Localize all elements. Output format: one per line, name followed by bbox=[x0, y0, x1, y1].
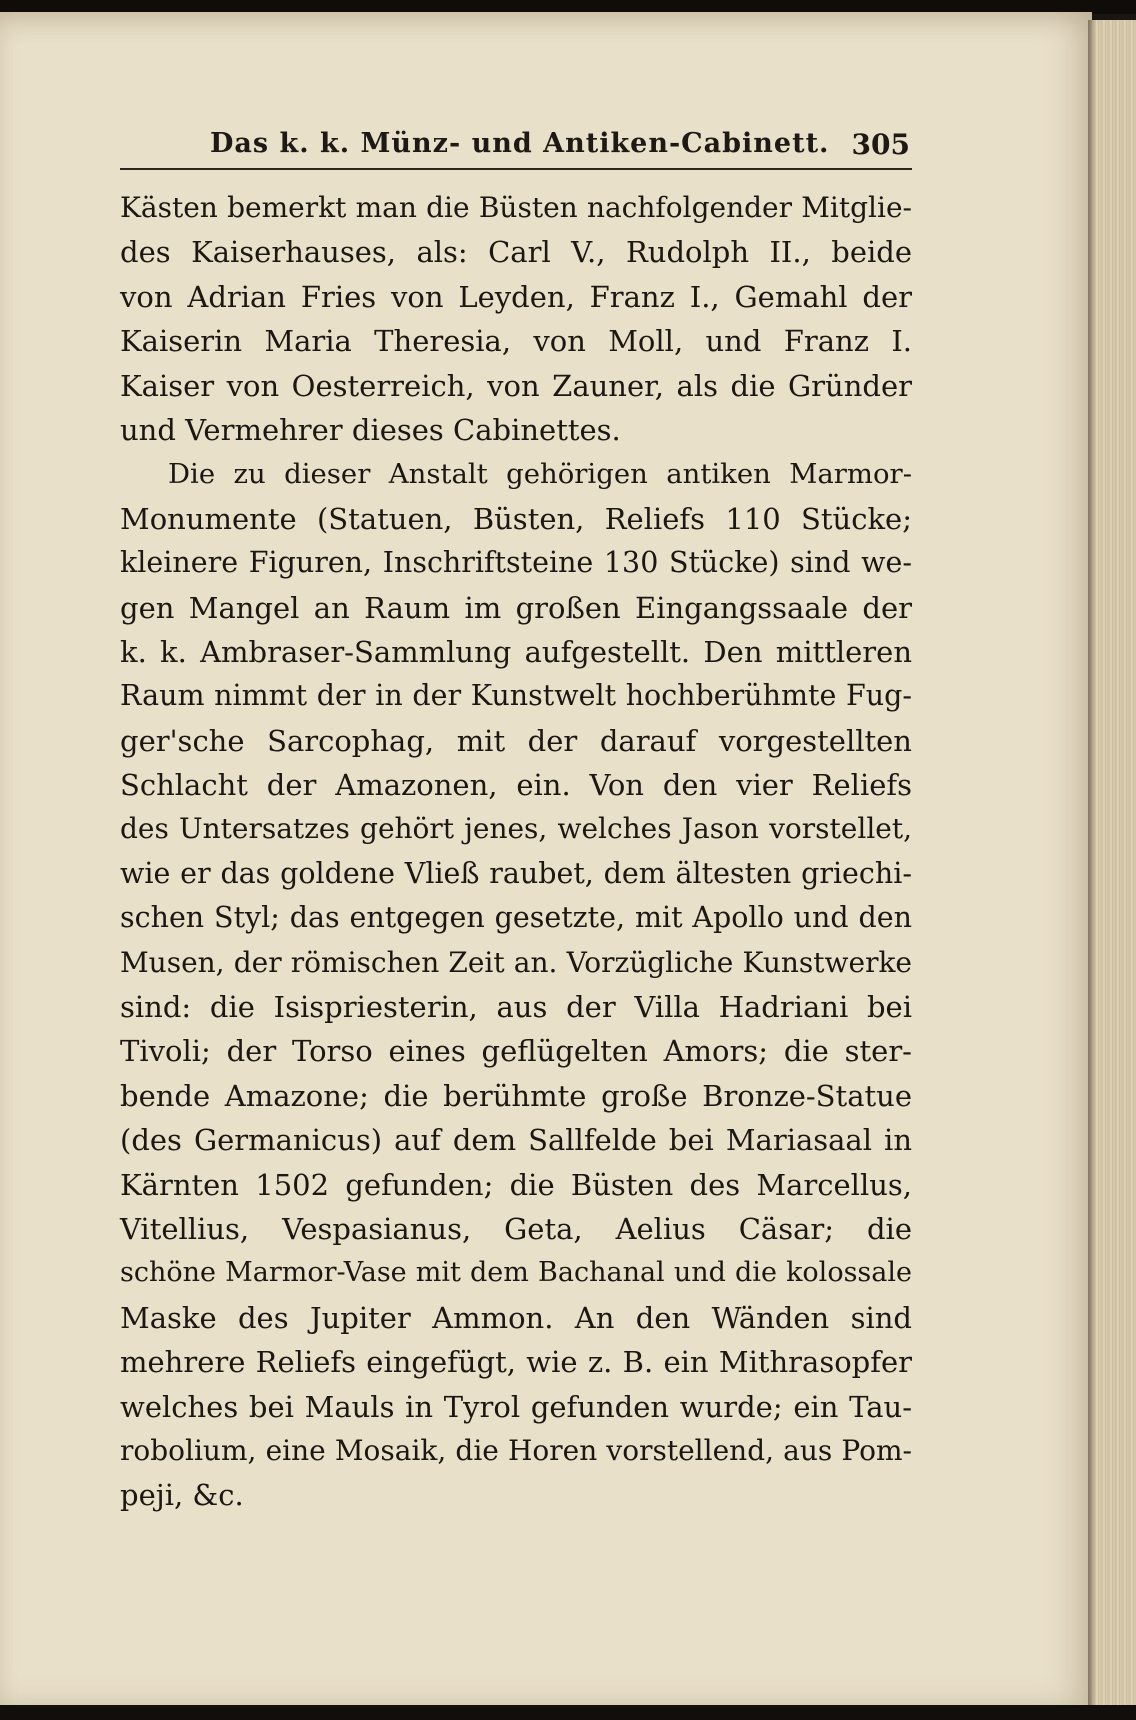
text-line: von Adrian Fries von Leyden, Franz I., Gemahl der bbox=[120, 279, 912, 314]
text-line: des Kaiserhauses, als: Carl V., Rudolph II., beide bbox=[120, 235, 912, 270]
running-title: Das k. k. Münz- und Antiken-Cabinett. bbox=[210, 128, 830, 159]
text-line: Monumente (Statuen, Büsten, Reliefs 110 Stücke; bbox=[120, 501, 912, 536]
text-line: bende Amazone; die berühmte große Bronze-Statue bbox=[120, 1078, 912, 1113]
text-line: Tivoli; der Torso eines geflügelten Amors; die ster- bbox=[120, 1034, 912, 1069]
text-line: k. k. Ambraser-Sammlung aufgestellt. Den mittleren bbox=[120, 634, 912, 669]
text-line: und Vermehrer dieses Cabinettes. bbox=[120, 412, 621, 447]
text-line: schen Styl; das entgegen gesetzte, mit Apollo und den bbox=[120, 901, 912, 935]
text-line: Maske des Jupiter Ammon. An den Wänden sind bbox=[120, 1300, 912, 1335]
text-line: wie er das goldene Vließ raubet, dem ältesten griechi- bbox=[120, 856, 912, 890]
body-text bbox=[120, 186, 912, 1518]
text-line: Kaiserin Maria Theresia, von Moll, und Franz I. bbox=[120, 324, 912, 359]
text-line: Musen, der römischen Zeit an. Vorzügliche Kunstwerke bbox=[120, 945, 912, 979]
header-rule bbox=[120, 168, 912, 170]
text-line: sind: die Isispriesterin, aus der Villa Hadriani bei bbox=[120, 990, 912, 1025]
scan-bottom-border bbox=[0, 1705, 1136, 1720]
text-line: gen Mangel an Raum im großen Eingangssaale der bbox=[120, 590, 912, 625]
page-number: 305 bbox=[851, 128, 910, 161]
text-line: Kästen bemerkt man die Büsten nachfolgender Mitglie- bbox=[120, 191, 912, 224]
text-line: robolium, eine Mosaik, die Horen vorstellend, aus Pom- bbox=[120, 1433, 912, 1467]
text-line: Die zu dieser Anstalt gehörigen antiken Marmor- bbox=[168, 458, 912, 491]
text-line: Kärnten 1502 gefunden; die Büsten des Marcellus, bbox=[120, 1167, 912, 1202]
text-line: kleinere Figuren, Inschriftsteine 130 Stücke) sind we- bbox=[120, 546, 912, 580]
text-line: Schlacht der Amazonen, ein. Von den vier Reliefs bbox=[120, 768, 912, 803]
text-line: mehrere Reliefs eingefügt, wie z. B. ein Mithrasopfer bbox=[120, 1345, 912, 1380]
text-line: schöne Marmor-Vase mit dem Bachanal und die kolossale bbox=[120, 1257, 912, 1289]
text-line: des Untersatzes gehört jenes, welches Jason vorstellet, bbox=[120, 812, 912, 846]
running-head bbox=[120, 128, 910, 168]
text-line: Kaiser von Oesterreich, von Zauner, als die Gründer bbox=[120, 368, 912, 403]
text-line: Raum nimmt der in der Kunstwelt hochberühmte Fug- bbox=[120, 679, 912, 713]
text-line: Vitellius, Vespasianus, Geta, Aelius Cäsar; die bbox=[120, 1211, 912, 1246]
gutter-shadow bbox=[1088, 20, 1096, 1705]
page-edges bbox=[1092, 20, 1136, 1705]
text-line: peji, &c. bbox=[120, 1478, 244, 1513]
text-line: welches bei Mauls in Tyrol gefunden wurde; ein Tau- bbox=[120, 1389, 912, 1424]
text-line: ger'sche Sarcophag, mit der darauf vorgestellten bbox=[120, 723, 912, 758]
text-line: (des Germanicus) auf dem Sallfelde bei Mariasaal in bbox=[120, 1123, 912, 1158]
